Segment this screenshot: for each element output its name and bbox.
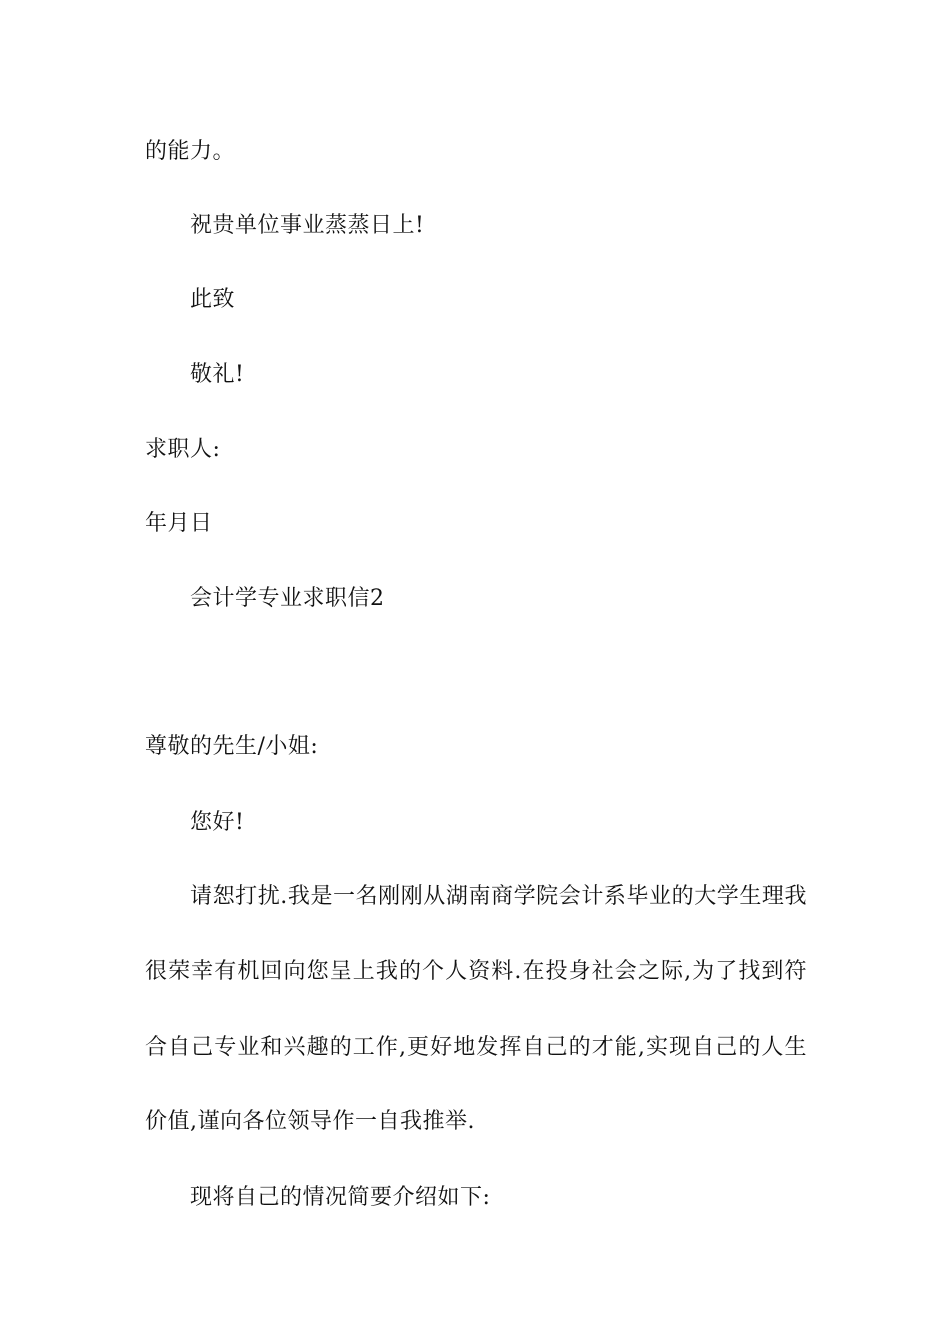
text-line-intro: 现将自己的情况简要介绍如下: — [190, 1185, 491, 1210]
paragraph-line-1: 请恕打扰.我是一名刚刚从湖南商学院会计系毕业的大学生理我 — [190, 884, 807, 909]
text-line-greeting-recipient: 尊敬的先生/小姐: — [145, 734, 319, 759]
text-line-applicant: 求职人: — [145, 437, 221, 462]
paragraph-line-3: 合自己专业和兴趣的工作,更好地发挥自己的才能,实现自己的人生 — [145, 1035, 807, 1060]
text-line-hello: 您好! — [190, 810, 245, 835]
text-line-salutation-jingli: 敬礼! — [190, 362, 245, 387]
paragraph-line-2: 很荣幸有机回向您呈上我的个人资料.在投身社会之际,为了找到符 — [145, 959, 807, 984]
text-line-date: 年月日 — [145, 511, 213, 536]
section-title: 会计学专业求职信2 — [190, 586, 385, 611]
paragraph-line-4: 价值,谨向各位领导作一自我推举. — [145, 1109, 475, 1134]
text-line-wishes: 祝贵单位事业蒸蒸日上! — [190, 213, 425, 238]
text-line-closing-ability: 的能力。 — [145, 139, 236, 164]
text-line-salutation-zhizhi: 此致 — [190, 287, 236, 312]
